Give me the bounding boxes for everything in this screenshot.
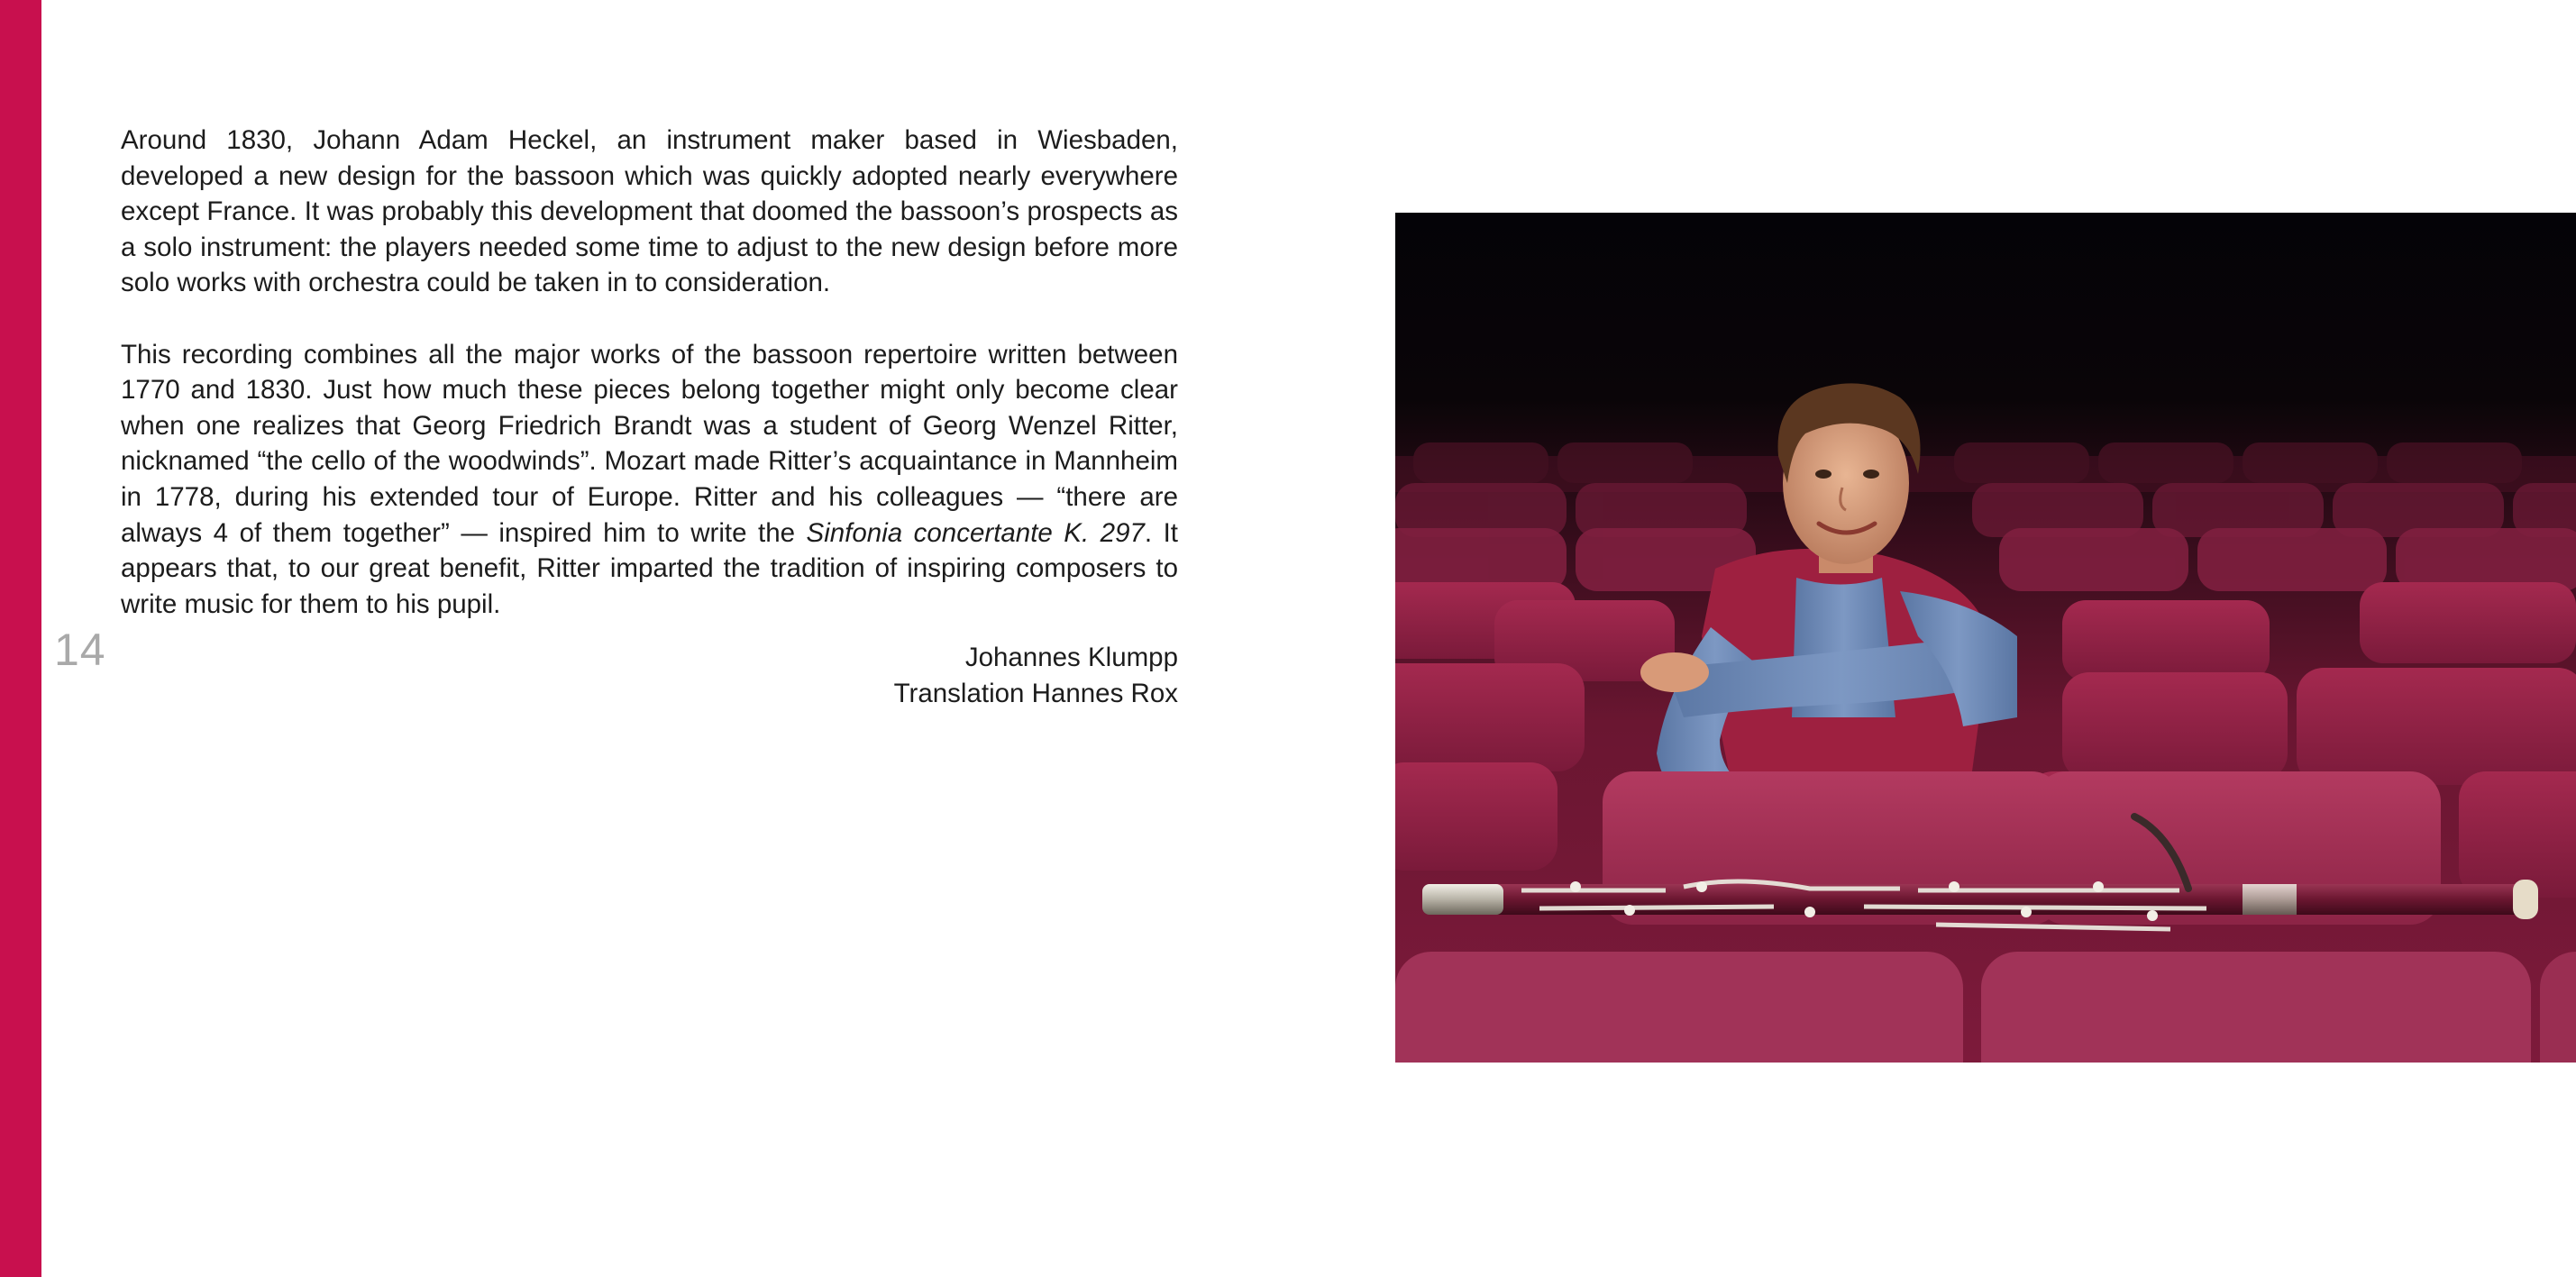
paragraph-2-text-b: . It appears that, to our great benefit, Ritter imparted the tradition of inspiring composers to write music for them to his pupil. xyxy=(121,517,1178,619)
photo-illustration xyxy=(1395,213,2576,1063)
paragraph-1: Around 1830, Johann Adam Heckel, an instrument maker based in Wiesbaden, developed a new design for the bassoon which was quickly adopted nearly everywhere except France. It was probably this development that doomed the bassoon’s prospects as a solo instrument: the players needed some time to adjust to the new design before more solo works with orchestra could be taken in to consideration. xyxy=(121,125,1178,298)
bassoonist-photo xyxy=(1395,213,2576,1063)
paragraph-2 xyxy=(121,337,1178,623)
work-title: Sinfonia concertante K. 297 xyxy=(806,517,1145,548)
text-column xyxy=(121,123,1178,712)
translator-credit: Translation Hannes Rox xyxy=(893,678,1178,708)
paragraph-2-text-a: This recording combines all the major works of the bassoon repertoire written between 1770 and 1830. Just how much these pieces belong together might only become clear when one realizes that Georg Friedrich Brandt was a student of Georg Wenzel Ritter, nicknamed “the cello of the woodwinds”. Mozart made Ritter’s acquaintance in Mannheim in 1778, during his extended tour of Europe. Ritter and his colleagues — “there are always 4 of them together” — inspired him to write the xyxy=(121,339,1178,548)
page-number: 14 xyxy=(54,625,106,675)
author-name: Johannes Klumpp xyxy=(964,643,1178,673)
signature-block xyxy=(121,640,1178,711)
accent-sidebar xyxy=(0,0,41,1277)
